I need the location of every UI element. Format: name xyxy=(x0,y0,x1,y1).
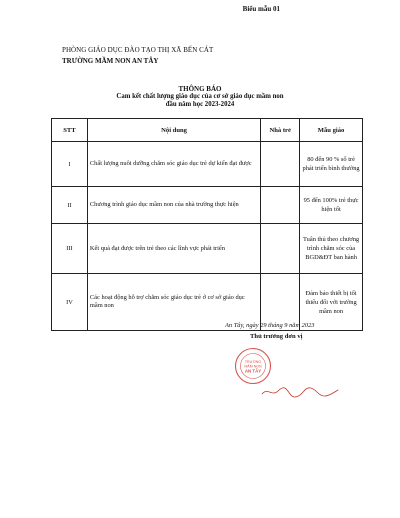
department-name: PHÒNG GIÁO DỤC ĐÀO TẠO THỊ XÃ BẾN CÁT xyxy=(62,46,214,54)
row-stt: III xyxy=(52,224,88,274)
row-nha-tre xyxy=(261,187,300,224)
header-nha-tre: Nhà trẻ xyxy=(261,119,300,142)
row-nha-tre xyxy=(261,142,300,187)
commitment-table xyxy=(51,118,363,331)
row-content: Kết quả đạt được trên trẻ theo các lĩnh vực phát triển xyxy=(87,224,260,274)
school-seal xyxy=(234,347,272,385)
table-row xyxy=(52,224,363,274)
header-stt: STT xyxy=(52,119,88,142)
row-content: Chương trình giáo dục mầm non của nhà trường thực hiện xyxy=(87,187,260,224)
row-content: Chất lượng nuôi dưỡng chăm sóc giáo dục trẻ dự kiến đạt được xyxy=(87,142,260,187)
school-name: TRƯỜNG MẦM NON AN TÂY xyxy=(62,57,159,65)
form-number: Biểu mẫu 01 xyxy=(242,5,280,13)
table-header-row xyxy=(52,119,363,142)
row-stt: IV xyxy=(52,274,88,331)
notice-subtitle-line1: Cam kết chất lượng giáo dục của cơ sở giáo dục mầm non xyxy=(116,93,284,100)
date-line: An Tây, ngày 29 tháng 9 năm 2023 xyxy=(225,322,315,329)
table-row xyxy=(52,187,363,224)
signer-title: Thủ trưởng đơn vị xyxy=(250,333,303,340)
row-mau-giao: Tuân thủ theo chương trình chăm sóc của BGD&ĐT ban hành xyxy=(300,224,363,274)
row-stt: I xyxy=(52,142,88,187)
header-mau-giao: Mẫu giáo xyxy=(300,119,363,142)
row-stt: II xyxy=(52,187,88,224)
notice-title: THÔNG BÁO xyxy=(178,85,222,93)
row-mau-giao: Đảm bảo thiết bị tối thiểu đối với trường mầm non xyxy=(300,274,363,331)
table-row xyxy=(52,274,363,331)
row-nha-tre xyxy=(261,224,300,274)
notice-subtitle-line2: đầu năm học 2023-2024 xyxy=(165,101,235,108)
svg-text:AN TÂY: AN TÂY xyxy=(244,368,262,374)
svg-text:TRƯỜNG: TRƯỜNG xyxy=(244,360,262,364)
handwritten-signature xyxy=(260,385,340,399)
table-row xyxy=(52,142,363,187)
row-mau-giao: 80 đến 90 % số trẻ phát triển bình thường xyxy=(300,142,363,187)
svg-text:MẦM NON: MẦM NON xyxy=(244,364,262,369)
row-mau-giao: 95 đến 100% trẻ thực hiện tốt xyxy=(300,187,363,224)
row-content: Các hoạt động hỗ trợ chăm sóc giáo dục trẻ ở cơ sở giáo dục mầm non xyxy=(87,274,260,331)
header-content: Nội dung xyxy=(87,119,260,142)
